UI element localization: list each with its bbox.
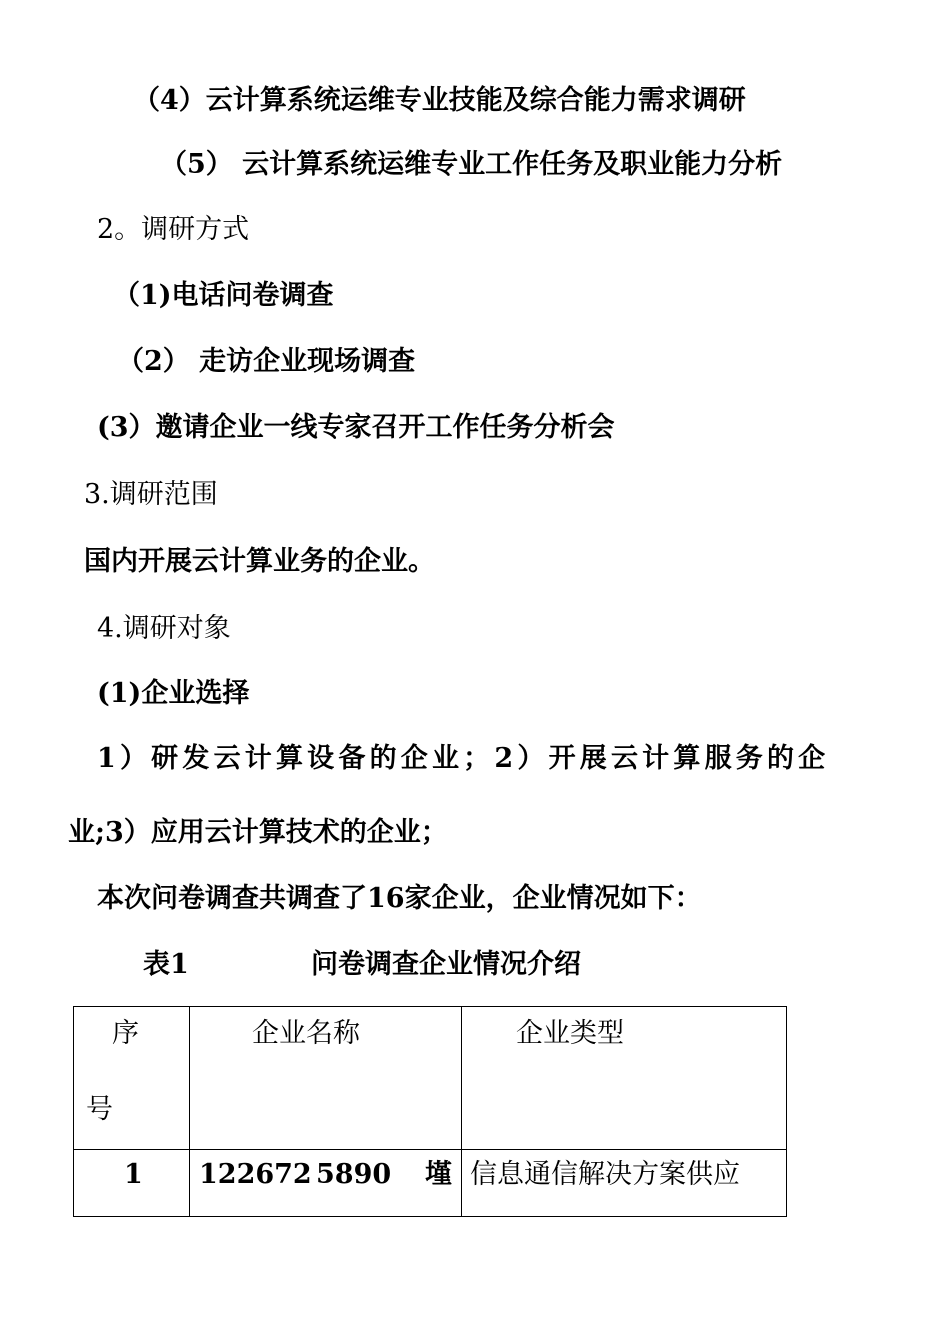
section-heading-2: 2。调研方式	[97, 214, 250, 245]
section-heading-3: 3.调研范围	[84, 479, 218, 510]
header-index-cell	[74, 1007, 190, 1150]
table-header-row	[74, 1007, 787, 1150]
list-item-4: （4）云计算系统运维专业技能及综合能力需求调研	[133, 85, 746, 116]
survey-summary: 本次问卷调查共调查了16家企业，企业情况如下：	[97, 883, 702, 914]
header-name: 企业名称	[252, 1018, 360, 1049]
section-heading-4: 4.调研对象	[97, 613, 231, 644]
table-caption-label: 表1	[143, 949, 189, 980]
scope-text: 国内开展云计算业务的企业。	[84, 546, 435, 577]
row-name-char: 墐	[425, 1159, 452, 1190]
list-item-5: （5） 云计算系统运维专业工作任务及职业能力分析	[160, 149, 783, 180]
row-index: 1	[124, 1159, 143, 1190]
selection-heading: (1)企业选择	[97, 678, 250, 709]
method-item-3: (3）邀请企业一线专家召开工作任务分析会	[97, 412, 615, 443]
header-type: 企业类型	[516, 1018, 624, 1049]
row-name-num2: 5890	[316, 1159, 392, 1190]
method-item-1: （1)电话问卷调查	[113, 280, 334, 311]
table-row	[74, 1150, 787, 1217]
selection-text-line1: 1）研发云计算设备的企业；2）开展云计算服务的企	[97, 743, 830, 774]
company-table	[73, 1006, 787, 1217]
row-name-cell	[190, 1150, 462, 1217]
header-index-bottom: 号	[86, 1094, 113, 1125]
header-index-top: 序	[112, 1018, 139, 1049]
row-type-cell	[462, 1150, 787, 1217]
selection-text-line2: 业;3）应用云计算技术的企业；	[68, 817, 448, 848]
header-name-cell	[190, 1007, 462, 1150]
row-type: 信息通信解决方案供应	[470, 1159, 740, 1190]
row-index-cell	[74, 1150, 190, 1217]
header-type-cell	[462, 1007, 787, 1150]
table-caption-title: 问卷调查企业情况介绍	[311, 949, 581, 980]
row-name-num1: 122672	[199, 1159, 312, 1190]
method-item-2: （2） 走访企业现场调查	[117, 346, 416, 377]
